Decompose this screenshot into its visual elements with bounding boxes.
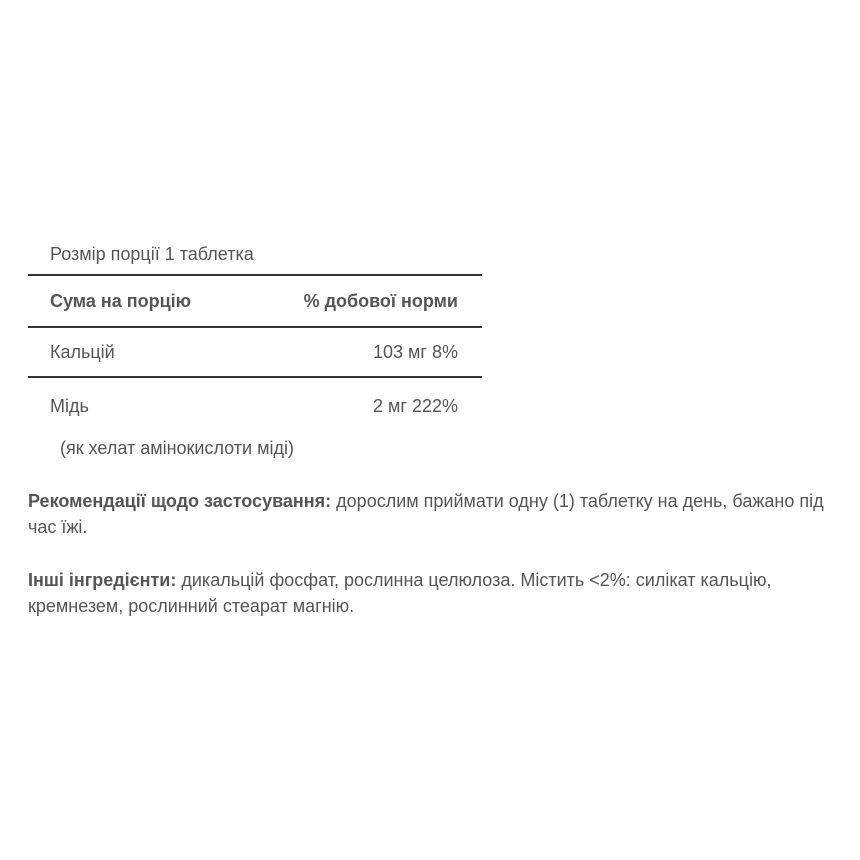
ingredients-text: дикальцій фосфат, рослинна целюлоза. Містить <2%: силікат кальцію, кремнезем, рослинний стеарат магнію. [28,570,772,616]
table-row [28,378,482,434]
usage-text: дорослим приймати одну (1) таблетку на день, бажано під час їжі. [28,491,824,537]
copper-form-note: (як хелат амінокислоти міді) [60,438,294,458]
nutrient-name: Кальцій [50,341,115,362]
usage-label: Рекомендації щодо застосування: [28,491,332,511]
header-daily-value: % добової норми [303,290,458,311]
nutrient-name: Мідь [50,395,89,416]
table-row [28,328,482,378]
nutrient-value: 2 мг 222% [373,395,458,416]
other-ingredients [28,567,828,619]
nutrient-value: 103 мг 8% [373,341,458,362]
table-header [28,276,482,328]
header-amount-per-serving: Сума на порцію [50,290,192,311]
supplement-facts-table [28,236,482,434]
ingredients-label: Інші інгредієнти: [28,570,177,590]
serving-size: Розмір порції 1 таблетка [28,236,482,276]
usage-recommendations [28,488,828,540]
